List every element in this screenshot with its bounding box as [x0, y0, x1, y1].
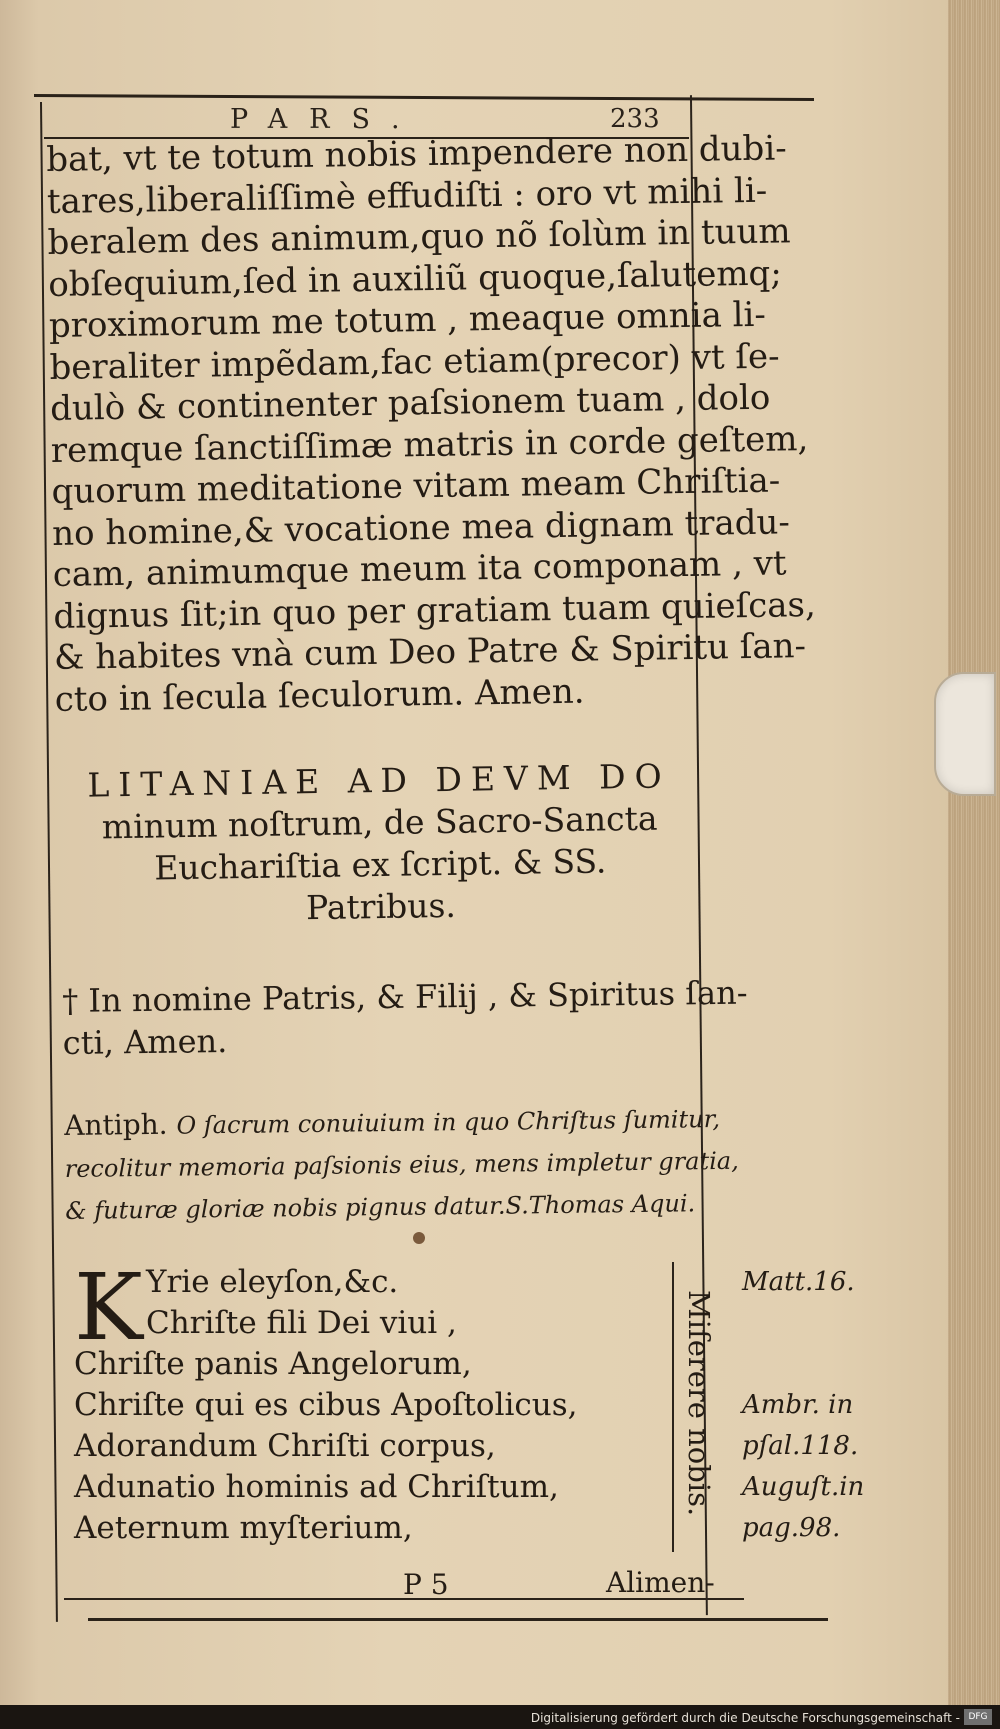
heading-line: Patribus. — [305, 885, 457, 928]
antiphon — [64, 1097, 740, 1232]
text-line: proximorum me totum , meaque omnia li- — [48, 294, 767, 346]
antiphon-line: O ſacrum conuiuium in quo Chriſtus ſumitur, — [176, 1104, 721, 1140]
margin-note: Ambr. in — [742, 1390, 854, 1420]
drop-cap: K — [74, 1254, 143, 1361]
text-line: remque ſanctiſſimæ matris in corde geſtem, — [50, 418, 809, 471]
invocation-line: † In nomine Patris, & Filij , & Spiritus ſan- — [62, 973, 748, 1020]
litany-line: Chriſte panis Angelorum, — [74, 1346, 472, 1382]
antiphon-line: & futuræ gloriæ nobis pignus datur.S.Thomas Aqui. — [65, 1189, 696, 1225]
litany-line: Adunatio hominis ad Chriſtum, — [74, 1469, 559, 1505]
litany-line: Chriſte qui es cibus Apoſtolicus, — [74, 1387, 578, 1423]
text-line: tares,liberaliſſimè effudiſti : oro vt mihi li- — [46, 170, 768, 222]
invocation-line: cti, Amen. — [62, 1021, 228, 1062]
text-line: dulò & continenter paſsionem tuam , dolo — [49, 377, 771, 429]
running-head: PARS. — [230, 104, 422, 135]
litany-heading — [54, 755, 707, 933]
margin-note — [742, 1303, 864, 1344]
text-line: dignus ſit;in quo per gratiam tuam quieſcas, — [53, 584, 817, 637]
margin-note — [742, 1344, 864, 1385]
litany-divider — [672, 1262, 674, 1552]
catchword: Alimen- — [606, 1566, 715, 1599]
page-edges — [948, 0, 1000, 1705]
text-line: obſequium,ſed in auxiliũ quoque,ſalutemq; — [47, 252, 783, 305]
margin-note: Auguſt.in — [742, 1472, 865, 1502]
text-line: beralem des animum,quo nõ ſolùm in tuum — [47, 211, 791, 263]
book-clasp — [934, 672, 996, 796]
ornament-dot — [413, 1232, 425, 1244]
bottom-rule — [88, 1618, 828, 1621]
prayer-text — [46, 128, 817, 721]
litany-line: Aeternum myſterium, — [74, 1510, 413, 1546]
heading-line: Euchariſtia ex ſcript. & SS. — [153, 841, 607, 888]
text-line: beraliter impẽdam,fac etiam(precor) vt ſe- — [49, 336, 780, 388]
response-text: Miſerere nobis. — [682, 1290, 716, 1517]
litany-line: Yrie eleyſon,&c. — [146, 1264, 399, 1300]
litany-list — [74, 1254, 578, 1549]
invocation — [62, 972, 748, 1064]
text-line: bat, vt te totum nobis impendere non dubi- — [46, 128, 787, 180]
page-number: 233 — [610, 104, 660, 134]
text-line: cto in ſecula ſeculorum. Amen. — [54, 671, 585, 720]
antiphon-label: Antiph. — [64, 1107, 168, 1142]
margin-note: Matt.16. — [742, 1267, 855, 1297]
heading-line: minum noſtrum, de Sacro-Sancta — [101, 798, 658, 847]
digitization-credit: Digitalisierung gefördert durch die Deutsche Forschungsgemeinschaft - — [530, 1711, 960, 1725]
text-line: & habites vnà cum Deo Patre & Spiritu ſan- — [53, 626, 807, 678]
margin-note: pſal.118. — [742, 1431, 859, 1461]
heading-line: LITANIAE AD DEVM DO — [87, 756, 671, 805]
litany-response — [678, 1290, 728, 1550]
text-line: cam, animumque meum ita componam , vt — [52, 543, 787, 595]
dfg-logo: DFG — [964, 1709, 992, 1725]
litany-line: Chriſte fili Dei viui , — [146, 1305, 457, 1341]
text-line: quorum meditatione vitam meam Chriſtia- — [51, 460, 781, 512]
antiphon-line: recolitur memoria paſsionis eius, mens impletur gratia, — [64, 1146, 739, 1183]
text-line: no homine,& vocatione mea dignam tradu- — [51, 501, 791, 554]
signature-mark: P 5 — [403, 1568, 449, 1601]
litany-line: Adorandum Chriſti corpus, — [74, 1428, 496, 1464]
margin-notes — [742, 1262, 864, 1549]
margin-note: pag.98. — [742, 1513, 841, 1543]
